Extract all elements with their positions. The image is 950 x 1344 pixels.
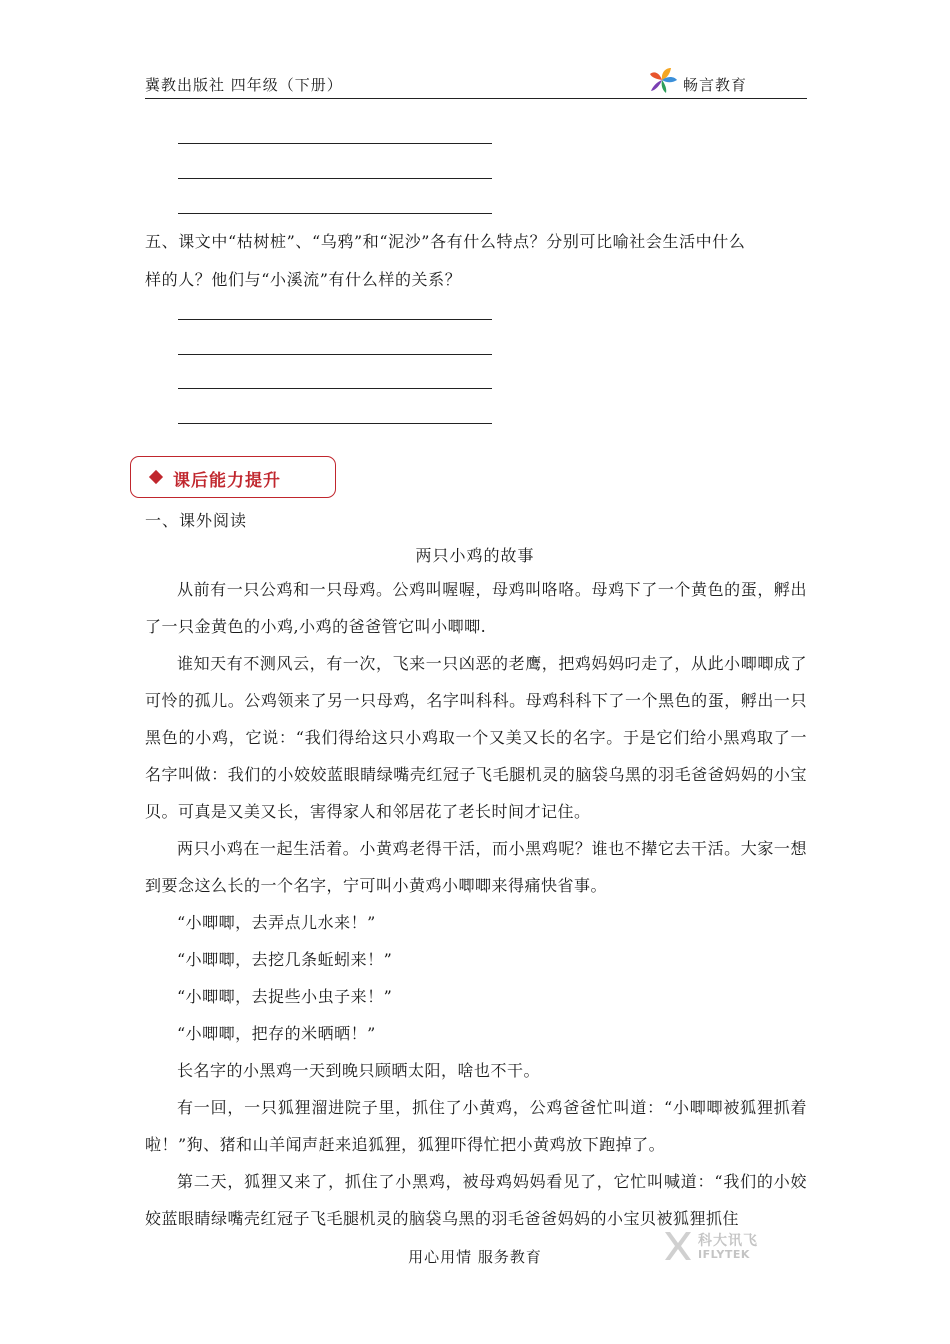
section-heading-box <box>130 456 336 498</box>
answer-line[interactable] <box>178 388 492 389</box>
story-paragraph: “小唧唧，去挖几条蚯蚓来！” <box>177 950 393 969</box>
answer-line[interactable] <box>178 423 492 424</box>
page-header <box>145 62 807 99</box>
footer-slogan: 用心用情 服务教育 <box>408 1248 542 1266</box>
answer-line[interactable] <box>178 143 492 144</box>
answer-line[interactable] <box>178 178 492 179</box>
reading-heading: 一、课外阅读 <box>145 511 248 530</box>
answer-line[interactable] <box>178 354 492 355</box>
iflytek-logo <box>662 1226 774 1266</box>
story-body <box>145 571 807 1237</box>
brand-label: 畅言教育 <box>683 76 748 94</box>
changyan-logo-icon <box>647 66 679 94</box>
story-paragraph: 长名字的小黑鸡一天到晚只顾晒太阳，啥也不干。 <box>177 1061 541 1080</box>
question-5-line-1: 五、课文中“枯树桩”、“乌鸦”和“泥沙”各有什么特点？分别可比喻社会生活中什么 <box>145 232 746 251</box>
story-paragraph: 第二天，狐狸又来了，抓住了小黑鸡，被母鸡妈妈看见了，它忙叫喊道：“我们的小姣姣蓝眼睛绿嘴壳红冠子飞毛腿机灵的脑袋乌黑的羽毛爸爸妈妈的小宝贝被狐狸抓住 <box>145 1172 807 1228</box>
story-title: 两只小鸡的故事 <box>415 546 535 565</box>
iflytek-logo-cn: 科大讯飞 <box>698 1233 758 1249</box>
story-paragraph: “小唧唧，去弄点儿水来！” <box>177 913 376 932</box>
iflytek-mark-icon <box>662 1228 694 1264</box>
story-paragraph: 有一回，一只狐狸溜进院子里，抓住了小黄鸡，公鸡爸爸忙叫道：“小唧唧被狐狸抓着啦！”狗、猪和山羊闻声赶来追狐狸，狐狸吓得忙把小黄鸡放下跑掉了。 <box>145 1098 807 1154</box>
answer-line[interactable] <box>178 213 492 214</box>
publisher-label: 冀教出版社 四年级（下册） <box>145 76 343 94</box>
story-paragraph: 从前有一只公鸡和一只母鸡。公鸡叫喔喔，母鸡叫咯咯。母鸡下了一个黄色的蛋，孵出了一只金黄色的小鸡,小鸡的爸爸管它叫小唧唧. <box>145 580 807 636</box>
story-paragraph: 两只小鸡在一起生活着。小黄鸡老得干活，而小黑鸡呢？谁也不撵它去干活。大家一想到要念这么长的一个名字，宁可叫小黄鸡小唧唧来得痛快省事。 <box>145 839 807 895</box>
answer-line[interactable] <box>178 319 492 320</box>
question-5-line-2: 样的人？他们与“小溪流”有什么样的关系？ <box>145 270 462 289</box>
section-title: 课后能力提升 <box>173 471 281 491</box>
diamond-icon <box>149 470 163 484</box>
story-paragraph: “小唧唧，去捉些小虫子来！” <box>177 987 393 1006</box>
story-paragraph: “小唧唧，把存的米晒晒！” <box>177 1024 376 1043</box>
story-paragraph: 谁知天有不测风云，有一次，飞来一只凶恶的老鹰，把鸡妈妈叼走了，从此小唧唧成了可怜的孤儿。公鸡领来了另一只母鸡，名字叫科科。母鸡科科下了一个黑色的蛋，孵出一只黑色的小鸡，它说：“我们得给这只小鸡取一个又美又长的名字。于是它们给小黑鸡取了一名字叫做：我们的小姣姣蓝眼睛绿嘴壳红冠子飞毛腿机灵的脑袋乌黑的羽毛爸爸妈妈的小宝贝。可真是又美又长，害得家人和邻居花了老长时间才记住。 <box>145 654 807 821</box>
iflytek-logo-en: IFLYTEK <box>698 1248 750 1261</box>
